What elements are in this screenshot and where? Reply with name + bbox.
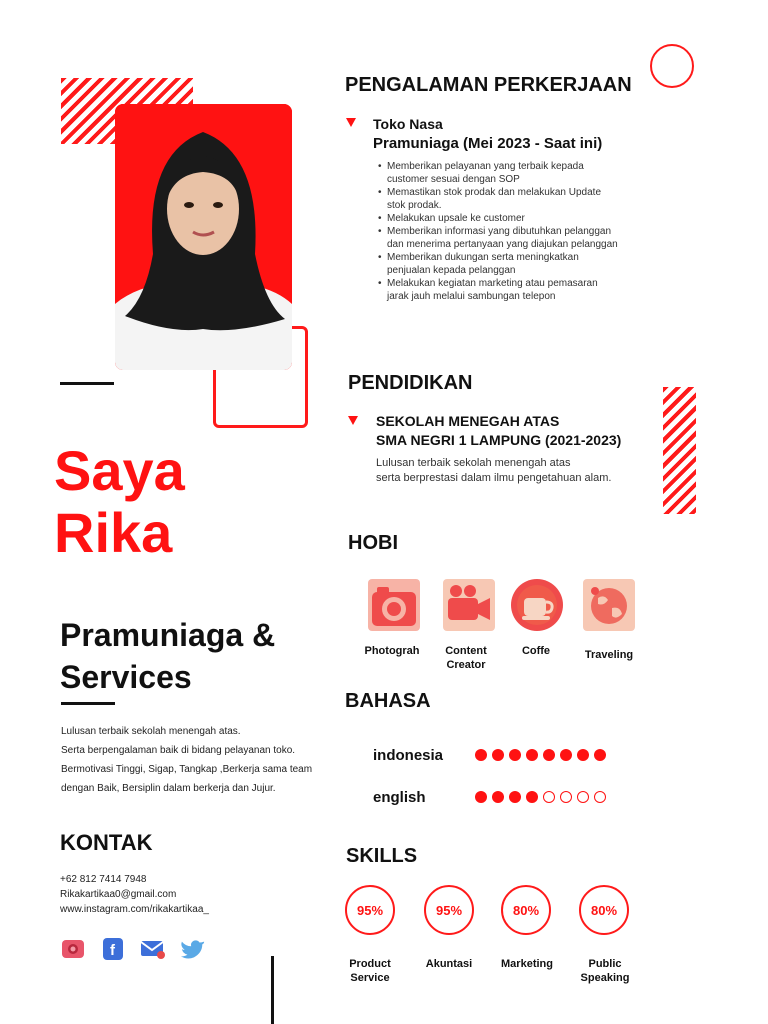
camera-icon [367,578,421,632]
duty-item: • Memberikan pelayanan yang terbaik kepada customer sesuai dengan SOP [378,160,618,186]
about-line: Lulusan terbaik sekolah menengah atas. [61,726,241,737]
education-description [376,456,611,486]
skill-percentage: 80% [579,885,629,935]
name-heading [54,440,185,564]
hobby-label: Traveling [584,649,634,661]
duty-item: • Memberikan dukungan serta meningkatkan penjualan kepada pelanggan [378,251,618,277]
portrait-illustration [115,104,292,370]
about-line: Serta berpengalaman baik di bidang pelayanan toko. [61,745,296,756]
hobby-item [581,578,637,637]
facebook-icon[interactable] [100,936,126,962]
level-dot-filled [475,749,487,761]
language-level-dots [475,791,606,803]
role-line-1: Pramuniaga & [60,617,276,653]
stripe-decoration-right [663,387,696,514]
level-dot-filled [509,791,521,803]
level-dot-filled [509,749,521,761]
instagram-icon[interactable] [60,936,86,962]
duty-item: • Melakukan kegiatan marketing atau pemasaran jarak jauh melalui sambungan telepon [378,277,618,303]
hobby-label: Photograh [364,645,420,657]
skill-percentage: 80% [501,885,551,935]
school-name: SMA NEGRI 1 LAMPUNG (2021-2023) [376,432,622,448]
twitter-icon[interactable] [180,936,206,962]
hobbies-title: HOBI [348,532,398,554]
job-position: Pramuniaga (Mei 2023 - Saat ini) [373,135,603,152]
contact-email[interactable]: Rikakartikaa0@gmail.com [60,889,177,900]
level-dot-filled [543,749,555,761]
language-name: indonesia [373,747,444,764]
education-entry [376,412,621,450]
skill-percentage: 95% [424,885,474,935]
hobby-label: Content Creator [445,645,487,671]
level-dot-filled [492,749,504,761]
circle-decoration [650,44,694,88]
social-icons [60,936,206,962]
about-line: Bermotivasi Tinggi, Sigap, Tangkap ,Berkerja sama team [61,764,313,775]
duty-item: • Memastikan stok prodak dan melakukan Update stok prodak. [378,186,618,212]
name-line-2: Rika [54,501,173,564]
globe-icon [582,578,636,632]
contact-list [60,872,209,917]
duty-list [378,160,618,303]
languages-title: BAHASA [345,690,431,712]
role-line-2: Services [60,659,192,695]
duty-item: • Melakukan upsale ke customer [378,212,618,225]
level-dot-empty [560,791,572,803]
profile-photo [115,104,292,370]
level-dot-filled [526,791,538,803]
level-dot-filled [560,749,572,761]
bullet-triangle-icon [346,118,356,127]
level-dot-empty [577,791,589,803]
hobby-label: Coffe [521,645,551,657]
education-desc-line: serta berprestasi dalam ilmu pengetahuan alam. [376,472,612,484]
experience-entry [373,115,602,153]
divider-line-top [60,382,114,385]
education-desc-line: Lulusan terbaik sekolah menengah atas [376,457,571,469]
education-level: SEKOLAH MENEGAH ATAS [376,413,560,429]
about-text [61,722,312,798]
svg-text:f: f [110,942,115,959]
contact-title: KONTAK [60,830,153,855]
video-camera-icon [442,578,496,632]
hobby-item [509,578,565,637]
experience-title: PENGALAMAN PERKERJAAN [345,74,632,96]
skills-title: SKILLS [346,845,418,867]
duty-item: • Memberikan informasi yang dibutuhkan pelanggan dan menerima pertanyaan yang diajukan pelanggan [378,225,618,251]
coffee-cup-icon [510,578,564,632]
company-name: Toko Nasa [373,116,443,132]
language-name: english [373,789,426,806]
contact-instagram[interactable]: www.instagram.com/rikakartikaa_ [60,904,209,915]
mail-icon[interactable] [140,936,166,962]
skill-percentage: 95% [345,885,395,935]
bullet-triangle-icon [348,416,358,425]
education-title: PENDIDIKAN [348,372,473,394]
divider-line-role [61,702,115,705]
level-dot-empty [543,791,555,803]
level-dot-filled [526,749,538,761]
level-dot-filled [475,791,487,803]
skill-label: Marketing [501,958,553,970]
level-dot-filled [492,791,504,803]
contact-phone[interactable]: +62 812 7414 7948 [60,874,147,885]
level-dot-filled [594,749,606,761]
about-line: dengan Baik, Bersiplin dalam berkerja dan Jujur. [61,783,276,794]
language-level-dots [475,749,606,761]
skill-label: Public Speaking [580,958,630,984]
skill-label: Akuntasi [425,958,473,970]
skill-label: Product Service [349,958,391,984]
level-dot-empty [594,791,606,803]
hobby-item [366,578,422,637]
role-heading [60,614,275,698]
level-dot-filled [577,749,589,761]
vertical-line [271,956,274,1024]
hobby-item [441,578,497,637]
name-line-1: Saya [54,439,185,502]
